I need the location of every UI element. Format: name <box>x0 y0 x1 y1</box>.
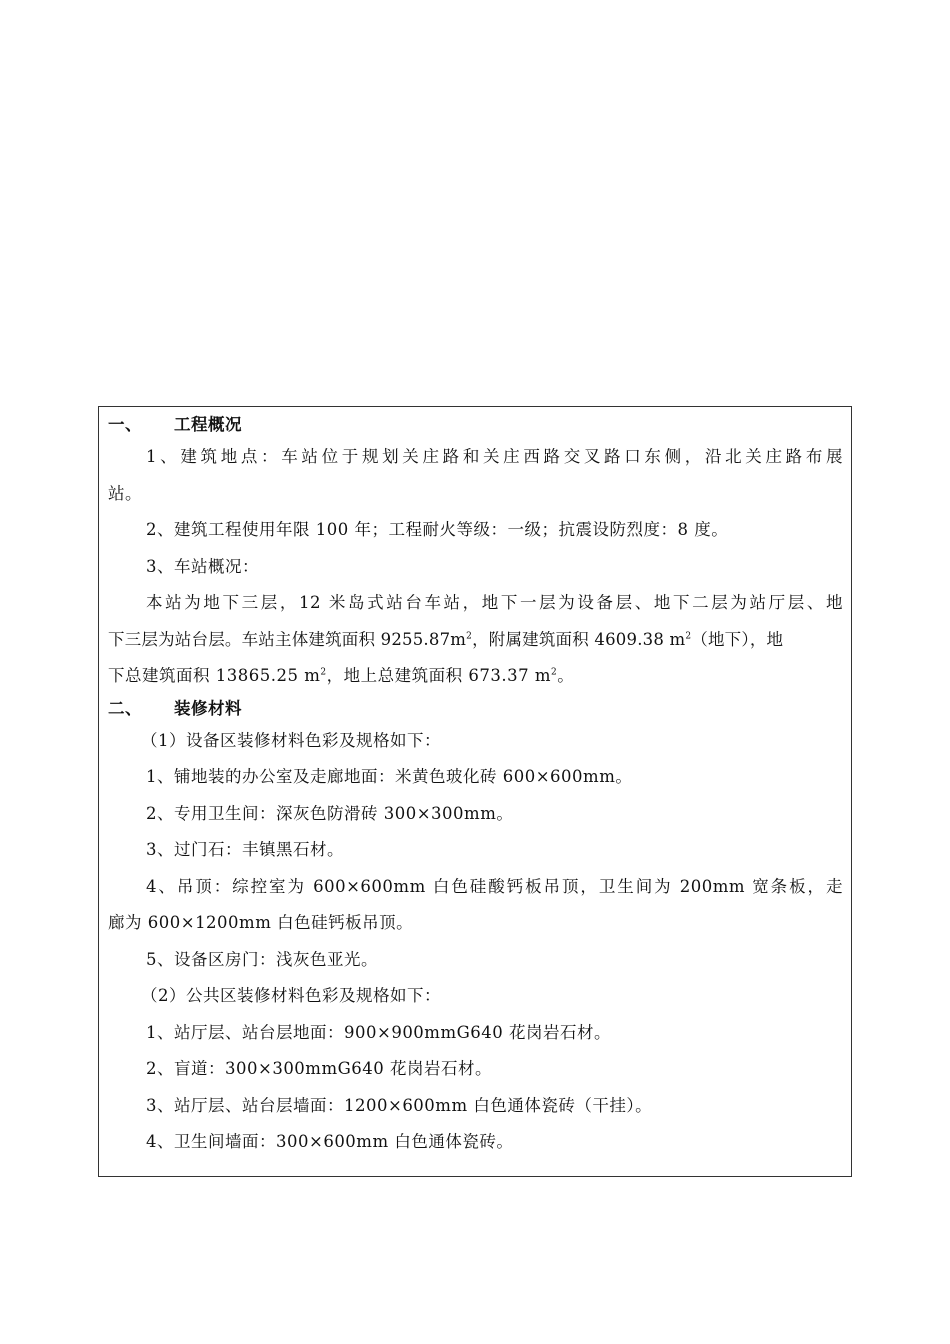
subheading-public-area: （2）公共区装修材料色彩及规格如下： <box>141 986 441 1005</box>
item-hall-floor: 1、站厅层、站台层地面：900×900mmG640 花岗岩石材。 <box>146 1022 612 1042</box>
item-office-floor: 1、铺地装的办公室及走廊地面：米黄色玻化砖 600×600mm。 <box>146 767 633 786</box>
paragraph-station-overview-cont <box>108 622 843 659</box>
item-hall-wall: 3、站厅层、站台层墙面：1200×600mm 白色通体瓷砖（干挂）。 <box>146 1095 653 1115</box>
superscript: 2 <box>320 667 327 678</box>
item-doors: 5、设备区房门：浅灰色亚光。 <box>146 949 378 969</box>
item-threshold-stone: 3、过门石：丰镇黑石材。 <box>146 840 344 859</box>
superscript: 2 <box>550 667 558 678</box>
text-underground: （地下），地 <box>691 629 784 649</box>
superscript: 2 <box>466 631 473 641</box>
item-ceiling-cont: 廊为 600×1200mm 白色硅钙板吊顶。 <box>108 913 414 932</box>
text-total-area: 下总建筑面积 13865.25 m <box>108 666 321 685</box>
section-title: 工程概况 <box>174 415 242 434</box>
paragraph-service-life: 2、建筑工程使用年限 100 年；工程耐火等级：一级；抗震设防烈度：8 度。 <box>146 520 729 539</box>
text-main-area: 下三层为站台层。车站主体建筑面积 9255.87m <box>108 629 467 649</box>
text-annex-area: ，附属建筑面积 4609.38 m <box>472 629 686 649</box>
section-number: 二、 <box>108 698 142 718</box>
section-title: 装修材料 <box>174 698 242 718</box>
section-heading-overview <box>108 411 843 439</box>
section-number: 一、 <box>108 415 142 434</box>
superscript: 2 <box>685 631 692 641</box>
paragraph-station-overview: 本站为地下三层，12 米岛式站台车站，地下一层为设备层、地下二层为站厅层、地 <box>146 593 843 612</box>
text-period: 。 <box>557 666 575 685</box>
paragraph-location-cont: 站。 <box>108 483 142 503</box>
document-content-box <box>98 406 852 1177</box>
paragraph-station-overview-title: 3、车站概况： <box>146 556 259 576</box>
item-restroom-wall: 4、卫生间墙面：300×600mm 白色通体瓷砖。 <box>146 1132 514 1151</box>
text-above-ground-area: ，地上总建筑面积 673.37 m <box>326 666 551 685</box>
section-heading-materials <box>108 695 843 723</box>
item-tactile-path: 2、盲道：300×300mmG640 花岗岩石材。 <box>146 1059 493 1078</box>
subheading-equipment-area: （1）设备区装修材料色彩及规格如下： <box>141 730 441 750</box>
paragraph-location: 1、建筑地点：车站位于规划关庄路和关庄西路交叉路口东侧，沿北关庄路布展 <box>146 447 843 466</box>
item-restroom: 2、专用卫生间：深灰色防滑砖 300×300mm。 <box>146 803 514 823</box>
item-ceiling: 4、吊顶：综控室为 600×600mm 白色硅酸钙板吊顶，卫生间为 200mm 宽条板，走 <box>146 876 843 896</box>
paragraph-station-overview-cont2 <box>108 658 843 695</box>
